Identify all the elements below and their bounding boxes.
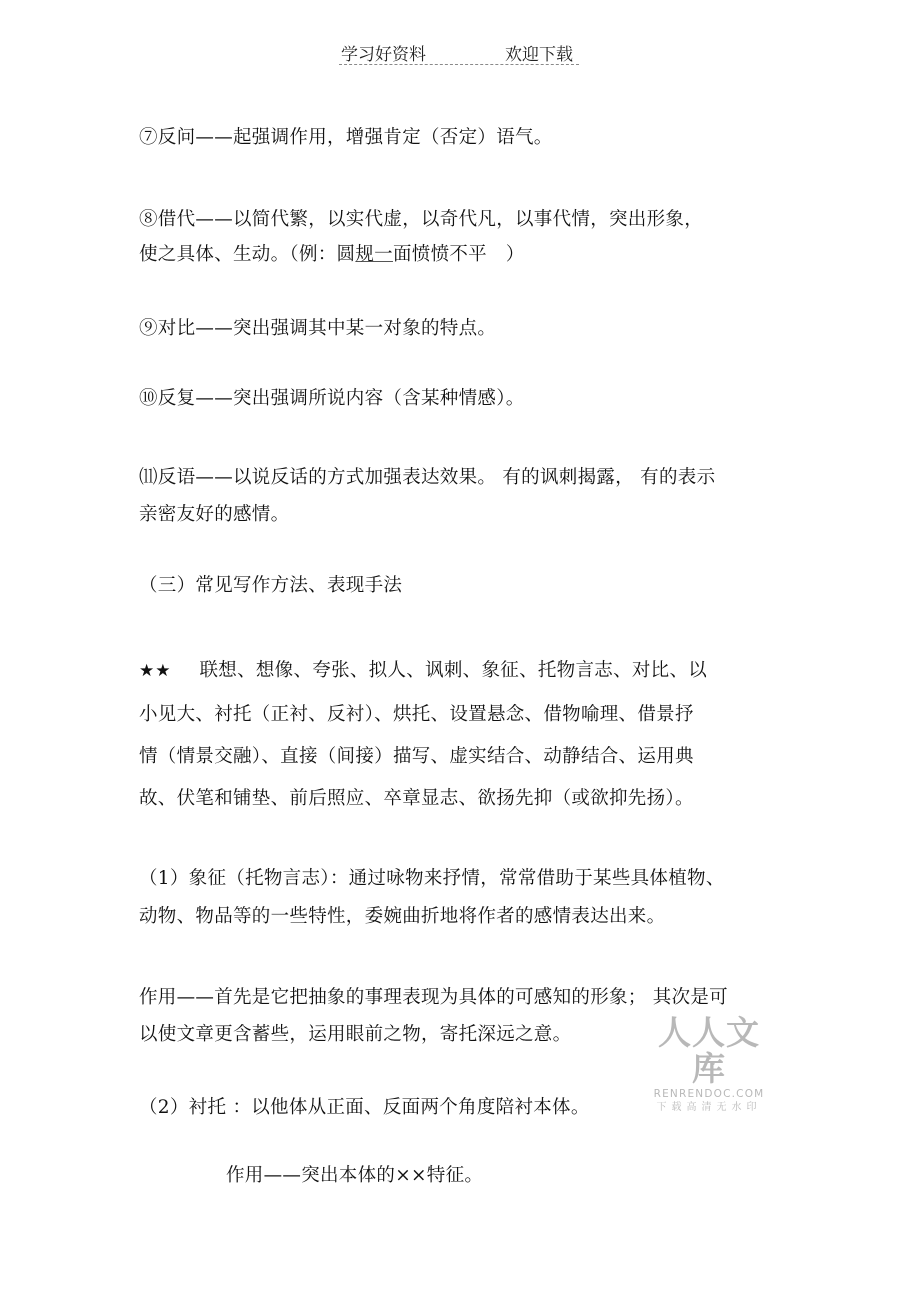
item-8-line-2 bbox=[139, 242, 525, 268]
item-11-line-2: 亲密友好的感情。 bbox=[139, 504, 290, 525]
header-right-text: 欢迎下载 bbox=[505, 45, 573, 65]
watermark-logo bbox=[646, 1015, 772, 1115]
symbolism-effect-line-1: 作用——首先是它把抽象的事理表现为具体的可感知的形象； 其次是可 bbox=[139, 987, 728, 1008]
section-3-heading: （三）常见写作方法、表现手法 bbox=[139, 575, 403, 596]
underlined-example: 规一 bbox=[355, 244, 393, 265]
item-9-text: ⑨对比——突出强调其中某一对象的特点。 bbox=[139, 318, 497, 339]
item-11-line-1: ⑾反语——以说反话的方式加强表达效果。 有的讽刺揭露， 有的表示 bbox=[139, 467, 716, 488]
page-header bbox=[339, 38, 579, 65]
item-8-text: 使之具体、生动。（例：圆 bbox=[139, 244, 356, 265]
methods-text: 联想、想像、夸张、拟人、讽刺、象征、托物言志、对比、以 bbox=[199, 660, 708, 681]
symbolism-line-2: 动物、物品等的一些特性，委婉曲折地将作者的感情表达出来。 bbox=[139, 906, 666, 927]
watermark-tagline: 下载高清无水印 bbox=[656, 1102, 762, 1113]
symbolism-line-1: （1）象征（托物言志）：通过咏物来抒情，常常借助于某些具体植物、 bbox=[139, 868, 725, 889]
methods-line-4: 故、伏笔和铺垫、前后照应、卒章显志、欲扬先抑（或欲抑先扬）。 bbox=[139, 788, 694, 809]
contrast-effect: 作用——突出本体的××特征。 bbox=[226, 1165, 484, 1186]
methods-line-1 bbox=[139, 658, 707, 684]
contrast-heading: （2）衬托 ：以他体从正面、反面两个角度陪衬本体。 bbox=[139, 1097, 590, 1118]
star-icon: ★★ bbox=[139, 661, 172, 681]
item-10-text: ⑩反复——突出强调所说内容（含某种情感）。 bbox=[139, 388, 525, 409]
item-7-text: ⑦反问——起强调作用，增强肯定（否定）语气。 bbox=[139, 127, 553, 148]
header-left-text: 学习好资料 bbox=[341, 45, 426, 65]
watermark-title: 人人文库 bbox=[658, 1013, 760, 1088]
symbolism-effect-line-2: 以使文章更含蓄些，运用眼前之物，寄托深远之意。 bbox=[139, 1024, 572, 1045]
item-8-text-end: 面愤愤不平 ） bbox=[392, 244, 525, 265]
methods-line-3: 情（情景交融）、直接（间接）描写、虚实结合、动静结合、运用典 bbox=[139, 746, 694, 767]
item-8-line-1: ⑧借代——以简代繁，以实代虚，以奇代凡，以事代情，突出形象， bbox=[139, 209, 704, 230]
watermark-domain: RENRENDOC.COM bbox=[653, 1088, 765, 1100]
methods-line-2: 小见大、衬托（正衬、反衬）、烘托、设置悬念、借物喻理、借景抒 bbox=[139, 704, 694, 725]
